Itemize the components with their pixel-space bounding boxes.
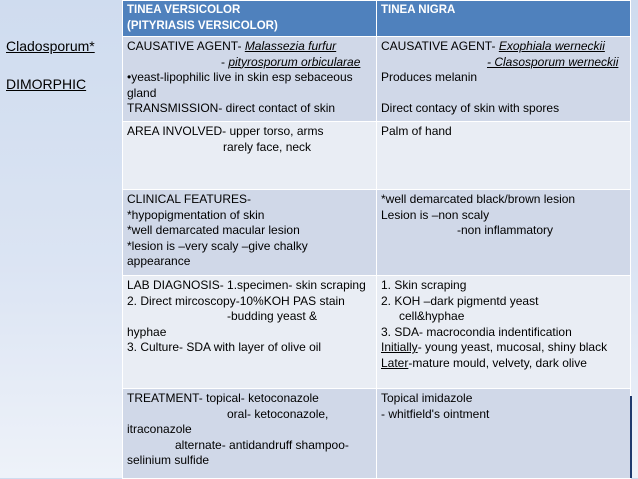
cell-causative-agent-versicolor: [123, 37, 377, 122]
clinical-nigra-line3: -non inflammatory: [457, 223, 554, 237]
causative-line-nigra: [381, 39, 626, 55]
cell-area-versicolor: [123, 122, 377, 190]
lab-nigra-line1: 1. Skin scraping: [381, 278, 467, 292]
table-row: [123, 276, 631, 389]
lab-line2: 2. Direct mircoscopy-10%KOH PAS stain: [127, 293, 345, 308]
header-row: [123, 1, 631, 37]
lab-line5: 3. Culture- SDA with layer of olive oil: [127, 340, 322, 354]
agent-clasosporum: - Clasosporum werneckii: [487, 54, 619, 69]
transmission-versicolor: TRANSMISSION- direct contact of skin: [127, 101, 336, 115]
agent2-prefix: -: [221, 54, 229, 69]
header-tinea-nigra: [377, 1, 631, 37]
treatment-line1: TREATMENT- topical- ketoconazole: [127, 391, 319, 405]
clinical-line1: CLINICAL FEATURES-: [127, 192, 252, 206]
treatment-nigra-line2: - whitfield's ointment: [381, 406, 490, 421]
lab-nigra-line2: 2. KOH –dark pigmentd yeast: [381, 293, 539, 308]
causative-label: CAUSATIVE AGENT-: [127, 39, 245, 53]
header-tinea-versicolor: [123, 1, 377, 37]
clinical-line3: *well demarcated macular lesion: [127, 223, 300, 237]
lab-nigra-line6: [381, 356, 626, 372]
initially-rest: - young yeast, mucosal, shiny black: [417, 340, 608, 354]
treatment-line3: itraconazole: [127, 422, 192, 436]
agent-pityrosporum: pityrosporum orbicularae: [228, 54, 361, 69]
comparison-table: [122, 0, 631, 479]
causative-line: [127, 39, 372, 55]
lab-nigra-line4: 3. SDA- macrocondia indentification: [381, 324, 572, 339]
lab-line4: hyphae: [127, 324, 167, 339]
cell-treatment-versicolor: [123, 389, 377, 479]
agent-exophiala: Exophiala werneckii: [498, 39, 605, 53]
table-row: [123, 37, 631, 122]
clinical-line4: *lesion is –very scaly –give chalky: [127, 238, 308, 253]
later-rest: -mature mould, velvety, dark olive: [408, 355, 587, 370]
clinical-nigra-line2: Lesion is –non scaly: [381, 207, 490, 222]
treatment-line4: alternate- antidandruff shampoo-: [175, 437, 349, 452]
table-row: [123, 122, 631, 190]
gland-line: gland: [127, 85, 157, 100]
table-row: [123, 389, 631, 479]
header-col1-line2: (PITYRIASIS VERSICOLOR): [127, 19, 278, 32]
area-line1: AREA INVOLVED- upper torso, arms: [127, 124, 324, 138]
lab-nigra-line5: [381, 340, 626, 356]
blank-line: [381, 86, 626, 101]
treatment-nigra-line1: Topical imidazole: [381, 391, 473, 405]
agent-malassezia: Malassezia furfur: [244, 39, 337, 53]
initially-label: Initially: [381, 340, 418, 354]
header-col2: TINEA NIGRA: [381, 4, 456, 16]
cell-clinical-versicolor: [123, 190, 377, 276]
cell-lab-versicolor: [123, 276, 377, 389]
area-nigra-line1: Palm of hand: [381, 124, 452, 138]
cell-area-nigra: [377, 122, 631, 190]
melanin-line: Produces melanin: [381, 70, 478, 84]
transmission-nigra: Direct contacy of skin with spores: [381, 100, 560, 115]
cell-treatment-nigra: [377, 389, 631, 479]
causative-label-nigra: CAUSATIVE AGENT-: [381, 39, 499, 53]
later-label: Later: [381, 355, 409, 370]
agent2-line: [127, 55, 372, 71]
clinical-line2: *hypopigmentation of skin: [127, 207, 265, 222]
clinical-line5: appearance: [127, 254, 191, 268]
table-row: [123, 190, 631, 276]
lab-line1: LAB DIAGNOSIS- 1.specimen- skin scraping: [127, 278, 366, 292]
organism-label: Cladosporum*: [6, 38, 95, 54]
lab-nigra-line3: cell&hyphae: [399, 309, 465, 323]
cell-causative-agent-nigra: [377, 37, 631, 122]
lab-line3: -budding yeast &: [227, 309, 318, 323]
header-col1-line1: TINEA VERSICOLOR: [127, 4, 241, 16]
cell-clinical-nigra: [377, 190, 631, 276]
cell-lab-nigra: [377, 276, 631, 389]
dimorphic-label: DIMORPHIC: [6, 76, 87, 92]
slide-edge-strip: [630, 396, 632, 478]
lipophilic-line: •yeast-lipophilic live in skin esp sebaceous: [127, 70, 353, 84]
area-line2: rarely face, neck: [223, 139, 312, 154]
treatment-line5: selinium sulfide: [127, 453, 210, 467]
clinical-nigra-line1: *well demarcated black/brown lesion: [381, 192, 576, 206]
treatment-line2: oral- ketoconazole,: [227, 406, 329, 421]
